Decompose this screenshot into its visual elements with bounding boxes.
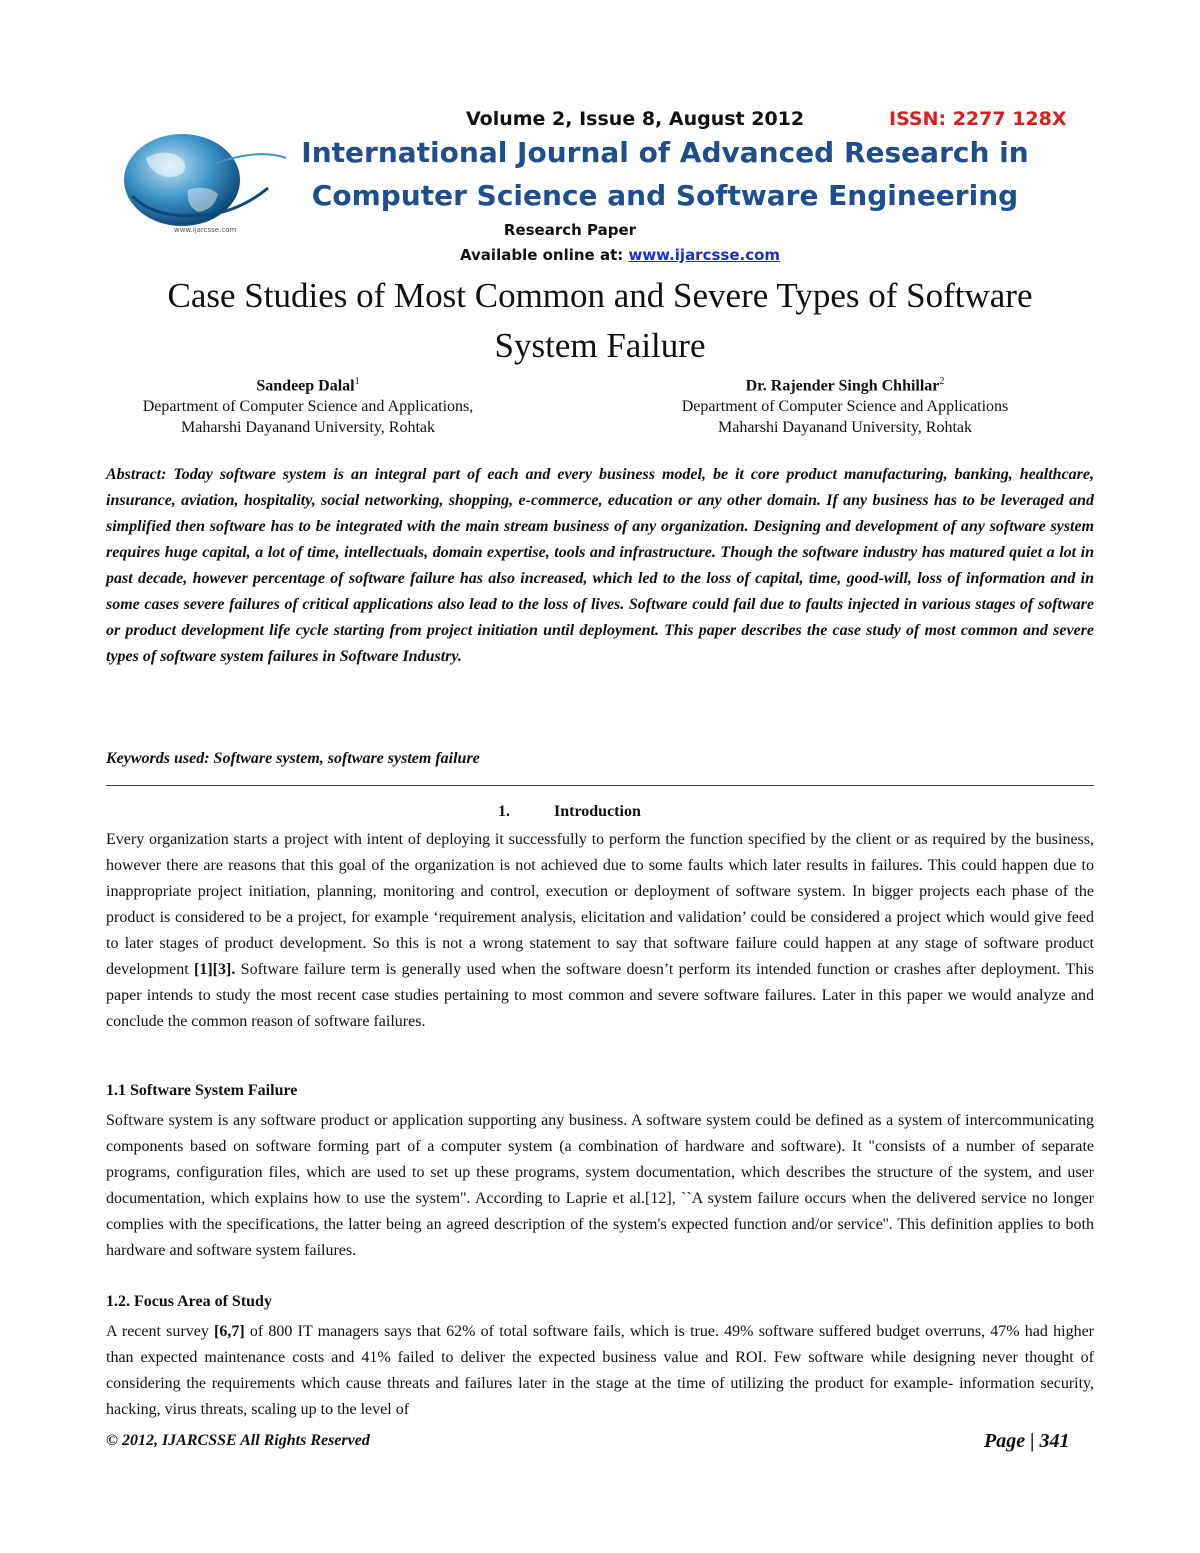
paragraph-text: Software failure term is generally used when the software doesn’t perform its intended function or crashes after deployment. This paper intends to study the most recent case studies pertaining to most common and severe software failures. Later in this paper we would analyze and conclude the common reason of software failures. <box>106 961 1094 1030</box>
introduction-paragraph <box>106 827 1094 1035</box>
available-online <box>0 246 1200 264</box>
author-block-1 <box>88 371 528 438</box>
author-affiliation-number: 1 <box>354 376 360 387</box>
software-system-failure-paragraph: Software system is any software product or application supporting any business. A software system could be defined as a system of intercommunicating components based on software forming part of a computer system (a combination of hardware and software). It "consists of a number of separate programs, configuration files, which are used to set up these programs, system documentation, which describes the structure of the system, and user documentation, which explains how to use the system". According to Laprie et al.[12], ``A system failure occurs when the delivered service no longer complies with the specifications, the latter being an agreed description of the system's expected function and/or service''. This definition applies to both hardware and software system failures. <box>106 1112 1094 1259</box>
citation: [6,7] <box>214 1323 245 1340</box>
citation: [1][3]. <box>194 961 236 978</box>
journal-website-link[interactable]: www.ijarcsse.com <box>628 246 781 264</box>
subsection-title: 1.1 Software System Failure <box>106 1082 298 1099</box>
available-label: Available online at: <box>459 246 629 264</box>
section-number: 1. <box>498 803 510 820</box>
author-name: Sandeep Dalal <box>256 377 355 395</box>
focus-area-paragraph <box>106 1319 1094 1423</box>
journal-name-line1: International Journal of Advanced Research in <box>301 136 1029 169</box>
issn: ISSN: 2277 128X <box>889 108 1067 130</box>
author-affiliation-number: 2 <box>939 376 945 387</box>
abstract: Abstract: Today software system is an integral part of each and every business model, be it core product manufacturing, banking, healthcare, insurance, aviation, hospitality, social networking, shopping, e-commerce, education or any other domain. If any business has to be leveraged and simplified then software has to be integrated with the main stream business of any organization. Designing and development of any software system requires huge capital, a lot of time, intellectuals, domain expertise, tools and infrastructure. Though the software industry has matured quiet a lot in past decade, however percentage of software failure has also increased, which led to the loss of capital, time, good-will, loss of information and in some cases severe failures of critical applications also lead to the loss of lives. Software could fail due to faults injected in various stages of software or product development life cycle starting from project initiation until deployment. This paper describes the case study of most common and severe types of software system failures in Software Industry. <box>106 466 1094 665</box>
divider <box>106 785 1094 786</box>
paper-title-line1: Case Studies of Most Common and Severe Types of Software <box>167 276 1033 315</box>
paper-type: Research Paper <box>503 221 637 239</box>
copyright: © 2012, IJARCSSE All Rights Reserved <box>106 1432 370 1449</box>
volume-issue: Volume 2, Issue 8, August 2012 <box>466 108 805 130</box>
subsection-title: 1.2. Focus Area of Study <box>106 1293 272 1310</box>
logo-caption: www.ijarcsse.com <box>174 226 237 234</box>
section-title: Introduction <box>554 803 641 820</box>
author-university: Maharshi Dayanand University, Rohtak <box>717 419 972 437</box>
paragraph-text: A recent survey <box>106 1323 215 1340</box>
keywords: Keywords used: Software system, software system failure <box>106 750 480 767</box>
paper-title-line2: System Failure <box>494 326 706 365</box>
author-name: Dr. Rajender Singh Chhillar <box>745 377 940 395</box>
paragraph-text: Every organization starts a project with intent of deploying it successfully to perform the function specified by the client or as required by the business, however there are reasons that this goal of the organization is not achieved due to some faults which later results in failures. This could happen due to inappropriate project initiation, planning, monitoring and control, execution or deployment of software system. In bigger projects each phase of the product is considered to be a project, for example ‘requirement analysis, elicitation and validation’ could be considered a project which would give feed to later stages of product development. So this is not a wrong statement to say that software failure could happen at any stage of software product development <box>106 831 1094 978</box>
author-block-2 <box>625 371 1065 438</box>
page-number: Page | 341 <box>984 1430 1070 1452</box>
author-department: Department of Computer Science and Applications, <box>142 398 474 416</box>
author-department: Department of Computer Science and Applications <box>681 398 1009 416</box>
journal-name-line2: Computer Science and Software Engineering <box>311 179 1019 212</box>
paragraph-text: of 800 IT managers says that 62% of total software fails, which is true. 49% software suffered budget overruns, 47% had higher than expected maintenance costs and 41% failed to deliver the expected business value and ROI. Few software while designing never thought of considering the requirements which cause threats and failures later in the stage at the time of utilizing the product for example- information security, hacking, virus threats, scaling up to the level of <box>106 1323 1094 1418</box>
author-university: Maharshi Dayanand University, Rohtak <box>180 419 435 437</box>
